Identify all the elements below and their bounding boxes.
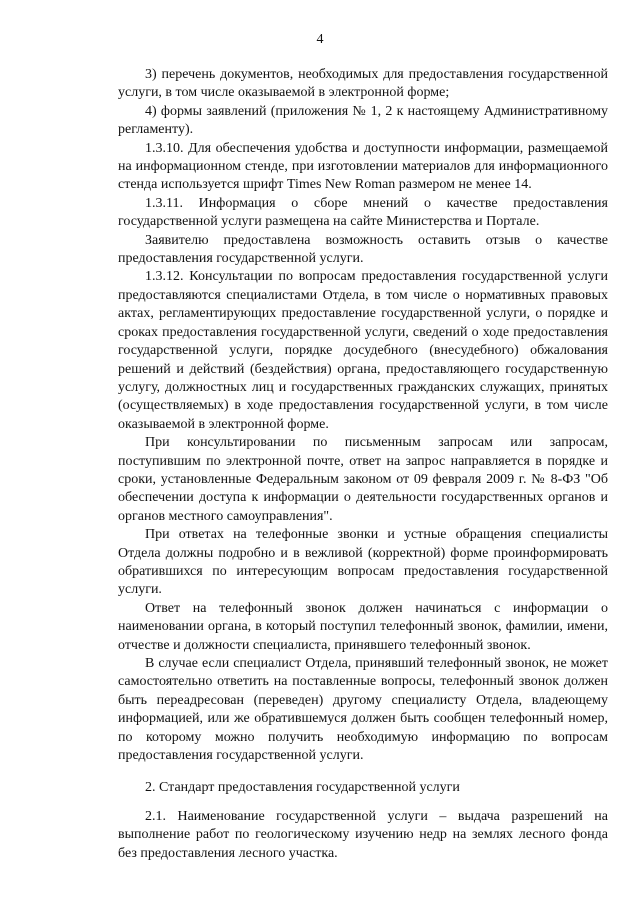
list-item-4: 4) формы заявлений (приложения № 1, 2 к настоящему Административному регламенту). — [118, 103, 608, 138]
paragraph-written-requests: При консультировании по письменным запросам или запросам, поступившим по электронной почте, ответ на запрос направляется в порядке и сроки, установленные Федеральным законом от 09 февраля 2009 г. № 8-ФЗ "Об обеспечении доступа к информации о деятельности государственных органов и органов местного самоуправления". — [118, 435, 608, 524]
paragraph-phone-calls: При ответах на телефонные звонки и устные обращения специалисты Отдела должны подробно и в вежливой (корректной) форме проинформировать обратившихся по интересующим вопросам предоставления государственной услуги. — [118, 527, 608, 598]
list-item-3: 3) перечень документов, необходимых для предоставления государственной услуги, в том числе оказываемой в электронной форме; — [118, 67, 608, 101]
paragraph-feedback: Заявителю предоставлена возможность оставить отзыв о качестве предоставления государственной услуги. — [118, 232, 608, 267]
paragraph-1-3-12: 1.3.12. Консультации по вопросам предоставления государственной услуги предоставляются специалистами Отдела, в том числе о нормативных правовых актах, регламентирующих предоставление государственной услуги, о порядке и сроках предоставления государственной услуги, сведений о ходе предоставления государственной услуги, порядке досудебного (внесудебного) обжалования решений и действий (бездействия) органа, предоставляющего государственную услугу, должностных лиц и государственных гражданских служащих, принятых (осуществляемых) в ходе предоставления государственной услуги, в том числе оказываемой в электронной форме. — [118, 269, 608, 432]
paragraph-1-3-10: 1.3.10. Для обеспечения удобства и доступности информации, размещаемой на информационном стенде, при изготовлении материалов для информационного стенда используется шрифт Times New Roman размером не менее 14. — [118, 140, 608, 193]
page-number: 4 — [316, 32, 324, 47]
page-body — [118, 66, 608, 863]
paragraph-phone-answer: Ответ на телефонный звонок должен начинаться с информации о наименовании органа, в который поступил телефонный звонок, фамилии, имени, отчестве и должности специалиста, принявшего телефонный звонок. — [118, 600, 608, 653]
paragraph-1-3-11: 1.3.11. Информация о сборе мнений о качестве предоставления государственной услуги размещена на сайте Министерства и Портале. — [118, 195, 608, 230]
paragraph-redirect: В случае если специалист Отдела, принявший телефонный звонок, не может самостоятельно ответить на поставленные вопросы, телефонный звонок должен быть переадресован (переведен) другому специалисту Отдела, владеющему информацией, или же обратившемуся должен быть сообщен телефонный номер, по которому можно получить необходимую информацию по вопросам предоставления государственной услуги. — [118, 656, 608, 764]
paragraph-2-1: 2.1. Наименование государственной услуги – выдача разрешений на выполнение работ по геологическому изучению недр на землях лесного фонда без предоставления лесного участка. — [118, 808, 608, 861]
section-2-heading: 2. Стандарт предоставления государственной услуги — [145, 780, 460, 796]
